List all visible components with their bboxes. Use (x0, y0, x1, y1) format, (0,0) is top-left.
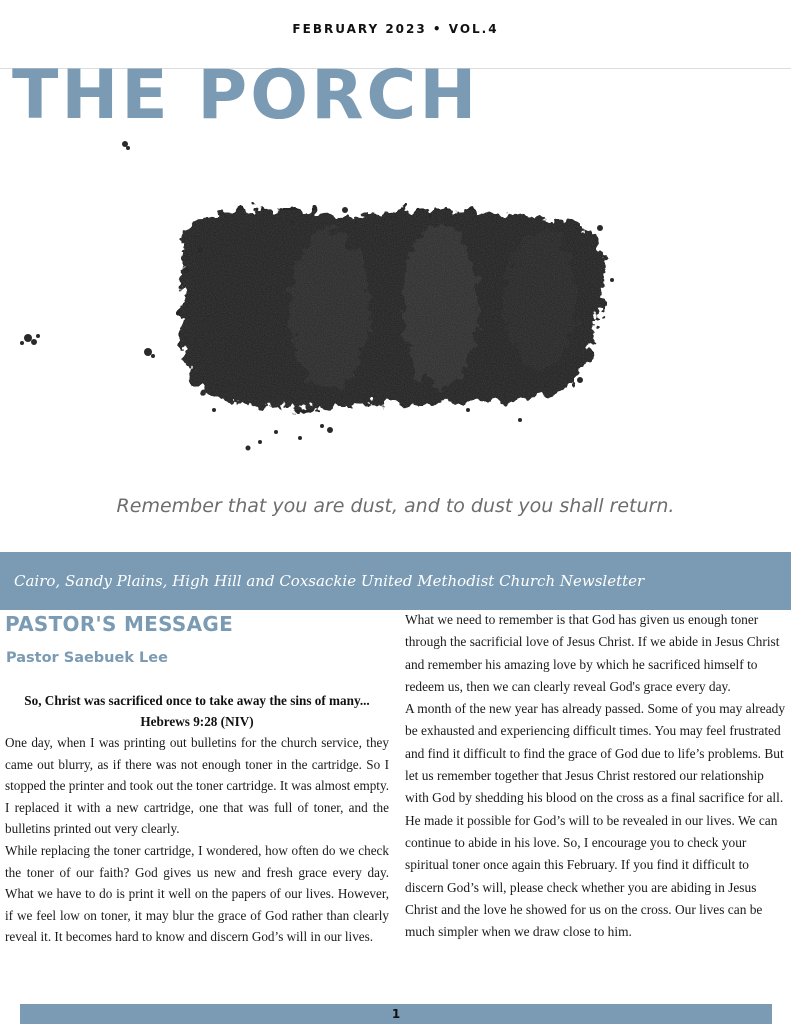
paragraph: While replacing the toner cartridge, I wondered, how often do we check the toner of our faith? God gives us new and fresh grace every day. What we have to do is print it well on the papers of our lives. However, if we feel low on toner, it may blur the grace of God rather than clearly reveal it. It becomes hard to know and discern God’s will in our lives. (5, 842, 389, 945)
paragraph: A month of the new year has already passed. Some of you may already be exhausted and experiencing difficult times. You may feel frustrated and find it difficult to find the grace of God due to life’s problems. But let us remember together that Jesus Christ restored our relationship with God by shedding his blood on the cross as a final sacrifice for all. (405, 701, 786, 806)
tagline: Remember that you are dust, and to dust you shall return. (116, 495, 675, 517)
church-band (0, 552, 791, 610)
paragraph: What we need to remember is that God has given us enough toner through the sacrificial love of Jesus Christ. If we abide in Jesus Christ and remember his amazing love by which he sacrificed himself to redeem us, then we can clearly reveal God's grace every day. (405, 612, 780, 694)
verse-reference: Hebrews 9:28 (NIV) (140, 714, 254, 729)
pastor-name: Pastor Saebuek Lee (6, 650, 168, 666)
right-column (405, 609, 787, 943)
church-band-text: Cairo, Sandy Plains, High Hill and Coxsackie United Methodist Church Newsletter (14, 572, 645, 590)
paragraph: He made it possible for God’s will to be revealed in our lives. We can continue to abide in his love. So, I encourage you to check your spiritual toner once again this February. If you find it difficult to discern God’s will, please check whether you are abiding in Jesus Christ and the love he showed for us on the cross. Our lives can be much simpler when we draw close to him. (405, 812, 778, 940)
paragraph: One day, when I was printing out bulletins for the church service, they came out blurry, as if there was not enough toner in the cartridge. So I stopped the printer and took out the toner cartridge. It was almost empty. I replaced it with a new cartridge, one that was full of toner, and the bulletins printed out very clearly. (5, 735, 389, 837)
scripture-verse (5, 690, 389, 732)
left-column (5, 612, 389, 948)
page-number: 1 (391, 1007, 401, 1021)
verse-text: So, Christ was sacrificed once to take away the sins of many... (24, 693, 370, 708)
masthead-title: THE PORCH (12, 56, 480, 135)
section-title: PASTOR'S MESSAGE (5, 612, 234, 636)
footer-bar (20, 1004, 772, 1024)
issue-line: FEBRUARY 2023 • VOL.4 (292, 22, 499, 36)
dust-image (0, 130, 791, 480)
